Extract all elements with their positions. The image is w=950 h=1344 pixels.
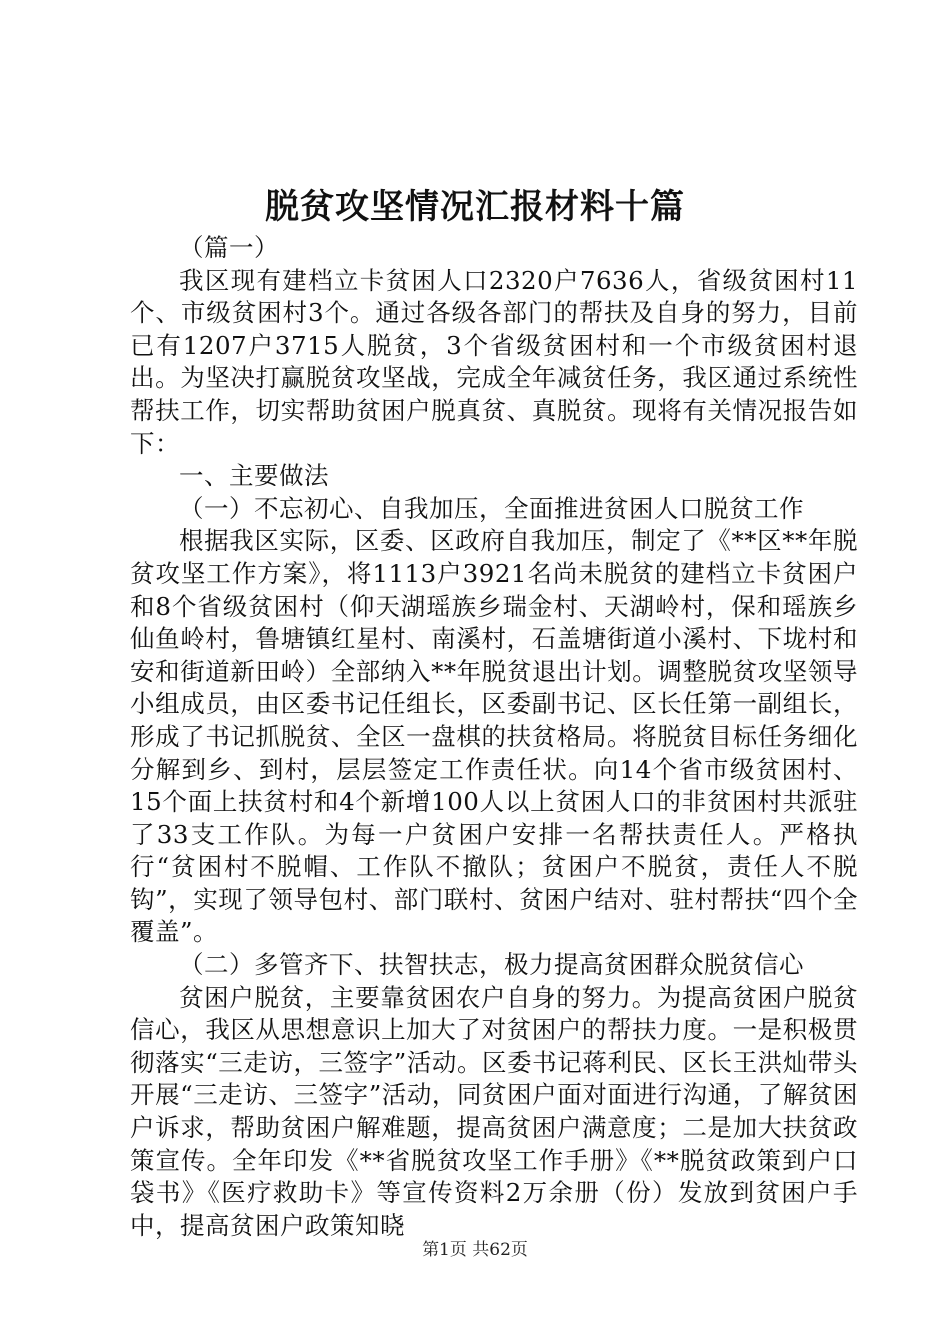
paragraph: 根据我区实际，区委、区政府自我加压，制定了《**区**年脱贫攻坚工作方案》，将1113户3921名尚未脱贫的建档立卡贫困户和8个省级贫困村（仰天湖瑶族乡瑞金村、天湖岭村，保和瑶族乡仙鱼岭村，鲁塘镇红星村、南溪村，石盖塘街道小溪村、下垅村和安和街道新田岭）全部纳入**年脱贫退出计划。调整脱贫攻坚领导小组成员，由区委书记任组长，区委副书记、区长任第一副组长，形成了书记抓脱贫、全区一盘棋的扶贫格局。将脱贫目标任务细化分解到乡、到村，层层签定工作责任状。向14个省市级贫困村、15个面上扶贫村和4个新增100人以上贫困人口的非贫困村共派驻了33支工作队。为每一户贫困户安排一名帮扶责任人。严格执行“贫困村不脱帽、工作队不撤队；贫困户不脱贫，责任人不脱钩”，实现了领导包村、部门联村、贫困户结对、驻村帮扶“四个全覆盖”。 <box>130 526 858 947</box>
subsection-heading: （一）不忘初心、自我加压，全面推进贫困人口脱贫工作 <box>179 493 804 523</box>
paragraph: 贫困户脱贫，主要靠贫困农户自身的努力。为提高贫困户脱贫信心，我区从思想意识上加大了对贫困户的帮扶力度。一是积极贯彻落实“三走访，三签字”活动。区委书记蒋利民、区长王洪灿带头开展“三走访、三签字”活动，同贫困户面对面进行沟通，了解贫困户诉求，帮助贫困户解难题，提高贫困户满意度；二是加大扶贫政策宣传。全年印发《**省脱贫攻坚工作手册》《**脱贫政策到户口袋书》《医疗救助卡》等宣传资料2万余册（份）发放到贫困户手中，提高贫困户政策知晓 <box>130 982 858 1240</box>
page-number-footer: 第1页 共62页 <box>422 1240 528 1260</box>
document-body <box>130 232 858 1242</box>
paragraph: 我区现有建档立卡贫困人口2320户7636人，省级贫困村11个、市级贫困村3个。通过各级各部门的帮扶及自身的努力，目前已有1207户3715人脱贫，3个省级贫困村和一个市级贫困村退出。为坚决打赢脱贫攻坚战，完成全年减贫任务，我区通过系统性帮扶工作，切实帮助贫困户脱真贫、真脱贫。现将有关情况报告如下： <box>130 265 858 458</box>
paragraph: （篇一） <box>179 233 279 262</box>
document-title: 脱贫攻坚情况汇报材料十篇 <box>265 187 685 227</box>
section-heading: 一、主要做法 <box>179 461 329 491</box>
subsection-heading: （二）多管齐下、扶智扶志，极力提高贫困群众脱贫信心 <box>179 950 804 980</box>
